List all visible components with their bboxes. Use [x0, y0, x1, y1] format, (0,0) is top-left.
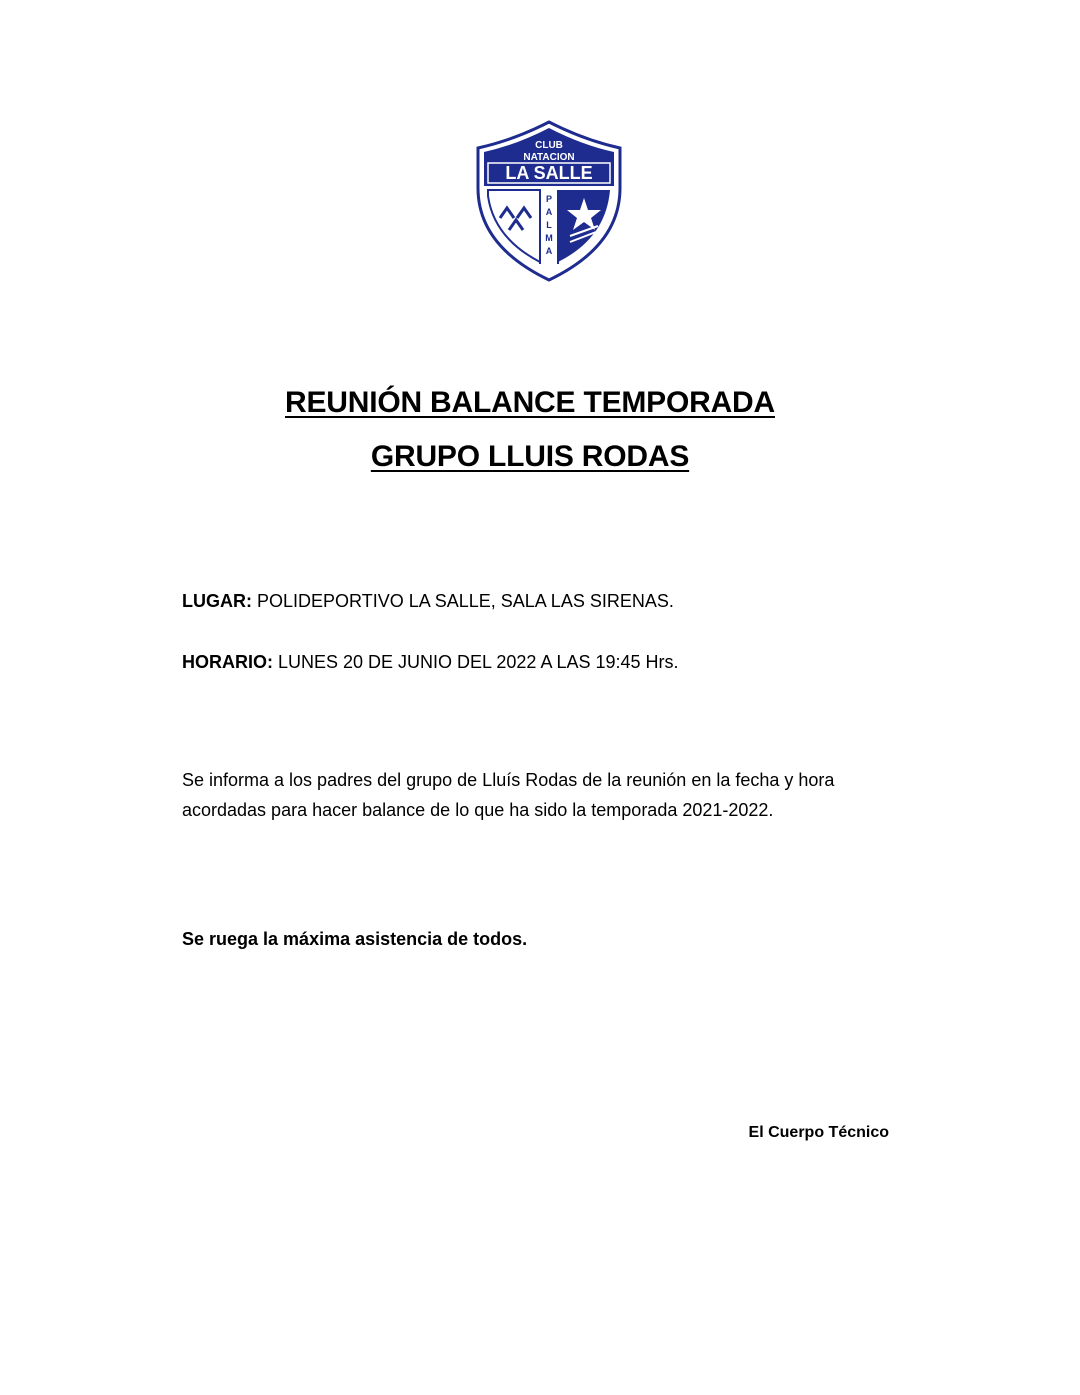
horario-label: HORARIO:	[182, 652, 273, 672]
body-paragraph	[182, 765, 902, 825]
horario-value: LUNES 20 DE JUNIO DEL 2022 A LAS 19:45 Hrs.	[273, 652, 679, 672]
title-line-1: REUNIÓN BALANCE TEMPORADA	[284, 386, 775, 419]
logo-letter-p: P	[545, 194, 553, 204]
logo-letter-a2: A	[545, 246, 553, 256]
closing-request: Se ruega la máxima asistencia de todos.	[182, 929, 528, 949]
logo-letter-m: M	[545, 233, 553, 243]
logo-letter-l: L	[546, 220, 552, 230]
title-line-2: GRUPO LLUIS RODAS	[370, 440, 690, 473]
body-line-1: Se informa a los padres del grupo de Lluís Rodas de la reunión en la fecha y hora	[182, 770, 835, 790]
lugar-label: LUGAR:	[182, 591, 252, 611]
logo-text-la-salle: LA SALLE	[505, 163, 593, 183]
signature: El Cuerpo Técnico	[748, 1124, 889, 1141]
logo-letter-a1: A	[545, 207, 553, 217]
lugar-value: POLIDEPORTIVO LA SALLE, SALA LAS SIRENAS.	[252, 591, 674, 611]
logo-text-natacion: NATACION	[523, 152, 575, 163]
club-crest-logo	[474, 118, 624, 282]
lugar-line	[182, 589, 674, 613]
body-line-2: acordadas para hacer balance de lo que ha sido la temporada 2021-2022.	[182, 800, 774, 820]
logo-text-club: CLUB	[535, 140, 563, 151]
horario-line	[182, 650, 679, 674]
